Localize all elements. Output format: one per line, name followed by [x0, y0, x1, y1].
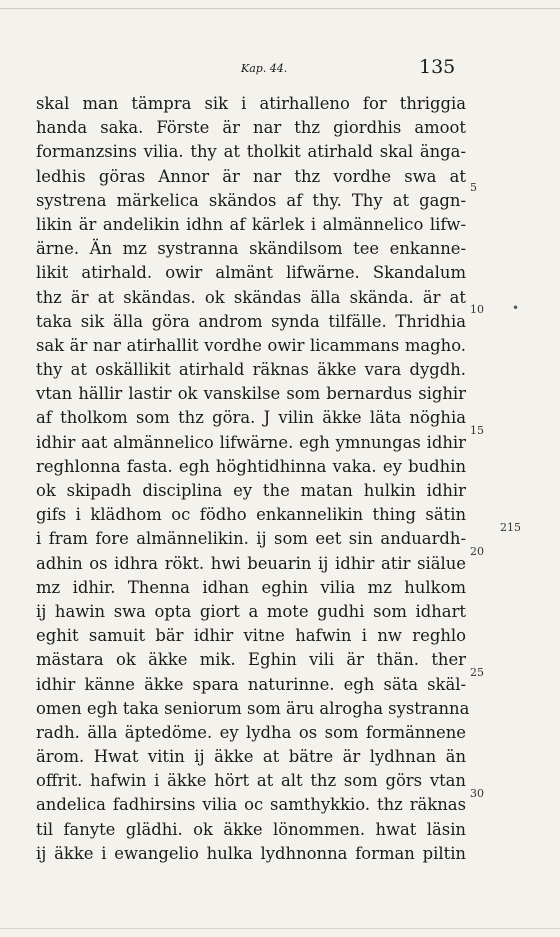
text-line: likin är andelikin idhn af kärlek i almännelico lifw- — [36, 214, 466, 234]
line-number-30: 30 — [470, 787, 484, 800]
text-line: reghlonna fasta. egh höghtidhinna vaka. ey budhin — [36, 456, 466, 476]
text-line: handa saka. Förste är nar thz giordhis amoot — [36, 118, 466, 138]
bottom-edge-rule — [0, 928, 560, 929]
text-line: taka sik älla göra androm synda tilfälle. Thridhia — [36, 311, 466, 331]
text-line: gifs i klädhom oc födho enkannelikin thing sätin — [36, 505, 466, 525]
text-line: idhir känne äkke spara naturinne. egh säta skäl- — [36, 674, 466, 694]
line-number-20: 20 — [470, 545, 484, 558]
text-line: vtan hällir lastir ok vanskilse som bernardus sighir — [36, 384, 466, 404]
text-line: sak är nar atirhallit vordhe owir licammans magho. — [36, 335, 466, 355]
line-number-5: 5 — [470, 181, 477, 194]
line-number-10: 10 — [470, 303, 484, 316]
margin-reference: 215 — [500, 521, 521, 534]
text-line: formanzsins vilia. thy at tholkit atirhald skal änga- — [36, 142, 466, 162]
text-line: systrena märkelica skändos af thy. Thy at gagn- — [36, 190, 466, 210]
running-head: Kap. 44. — [241, 62, 288, 75]
text-line: andelica fadhirsins vilia oc samthykkio. thz räknas — [36, 795, 466, 815]
margin-mark: • — [512, 301, 520, 315]
text-line: ok skipadh disciplina ey the matan hulkin idhir — [36, 481, 466, 500]
text-line: ärne. Än mz systranna skändilsom tee enkanne- — [36, 239, 466, 259]
text-line: adhin os idhra rökt. hwi beuarin ij idhir atir siälue — [36, 553, 466, 573]
text-line: ij äkke i ewangelio hulka lydhnonna forman piltin — [36, 843, 466, 863]
body-text — [36, 92, 470, 866]
text-line: ärom. Hwat vitin ij äkke at bätre är lydhnan än — [36, 747, 466, 767]
text-line: idhir aat almännelico lifwärne. egh ymnungas idhir — [36, 432, 466, 452]
text-line: omen egh taka seniorum som äru alrogha systranna — [36, 698, 470, 718]
text-line: thz är at skändas. ok skändas älla skända. är at — [36, 287, 466, 307]
text-line: ij hawin swa opta giort a mote gudhi som idhart — [36, 601, 466, 621]
text-line: skal man tämpra sik i atirhalleno for thriggia — [36, 94, 466, 113]
text-line: likit atirhald. owir almänt lifwärne. Skandalum — [36, 263, 466, 283]
text-line: thy at oskällikit atirhald räknas äkke vara dygdh. — [36, 360, 466, 380]
text-line: radh. älla äptedöme. ey lydha os som formännene — [36, 722, 466, 742]
page-number: 135 — [419, 56, 456, 78]
text-line: af tholkom som thz göra. J vilin äkke läta nöghia — [36, 408, 466, 428]
page-header — [0, 58, 560, 82]
text-line: til fanyte glädhi. ok äkke lönommen. hwat läsin — [36, 819, 466, 839]
text-line: mästara ok äkke mik. Eghin vili är thän. ther — [36, 650, 466, 670]
text-line: mz idhir. Thenna idhan eghin vilia mz hulkom — [36, 577, 466, 597]
text-line: offrit. hafwin i äkke hört at alt thz som görs vtan — [36, 771, 466, 791]
line-number-15: 15 — [470, 424, 484, 437]
text-line: i fram fore almännelikin. ij som eet sin anduardh- — [36, 529, 466, 549]
text-line: eghit samuit bär idhir vitne hafwin i nw reghlo — [36, 626, 466, 646]
line-number-25: 25 — [470, 666, 484, 679]
top-edge-rule — [0, 8, 560, 9]
text-line: ledhis göras Annor är nar thz vordhe swa at — [36, 166, 466, 186]
